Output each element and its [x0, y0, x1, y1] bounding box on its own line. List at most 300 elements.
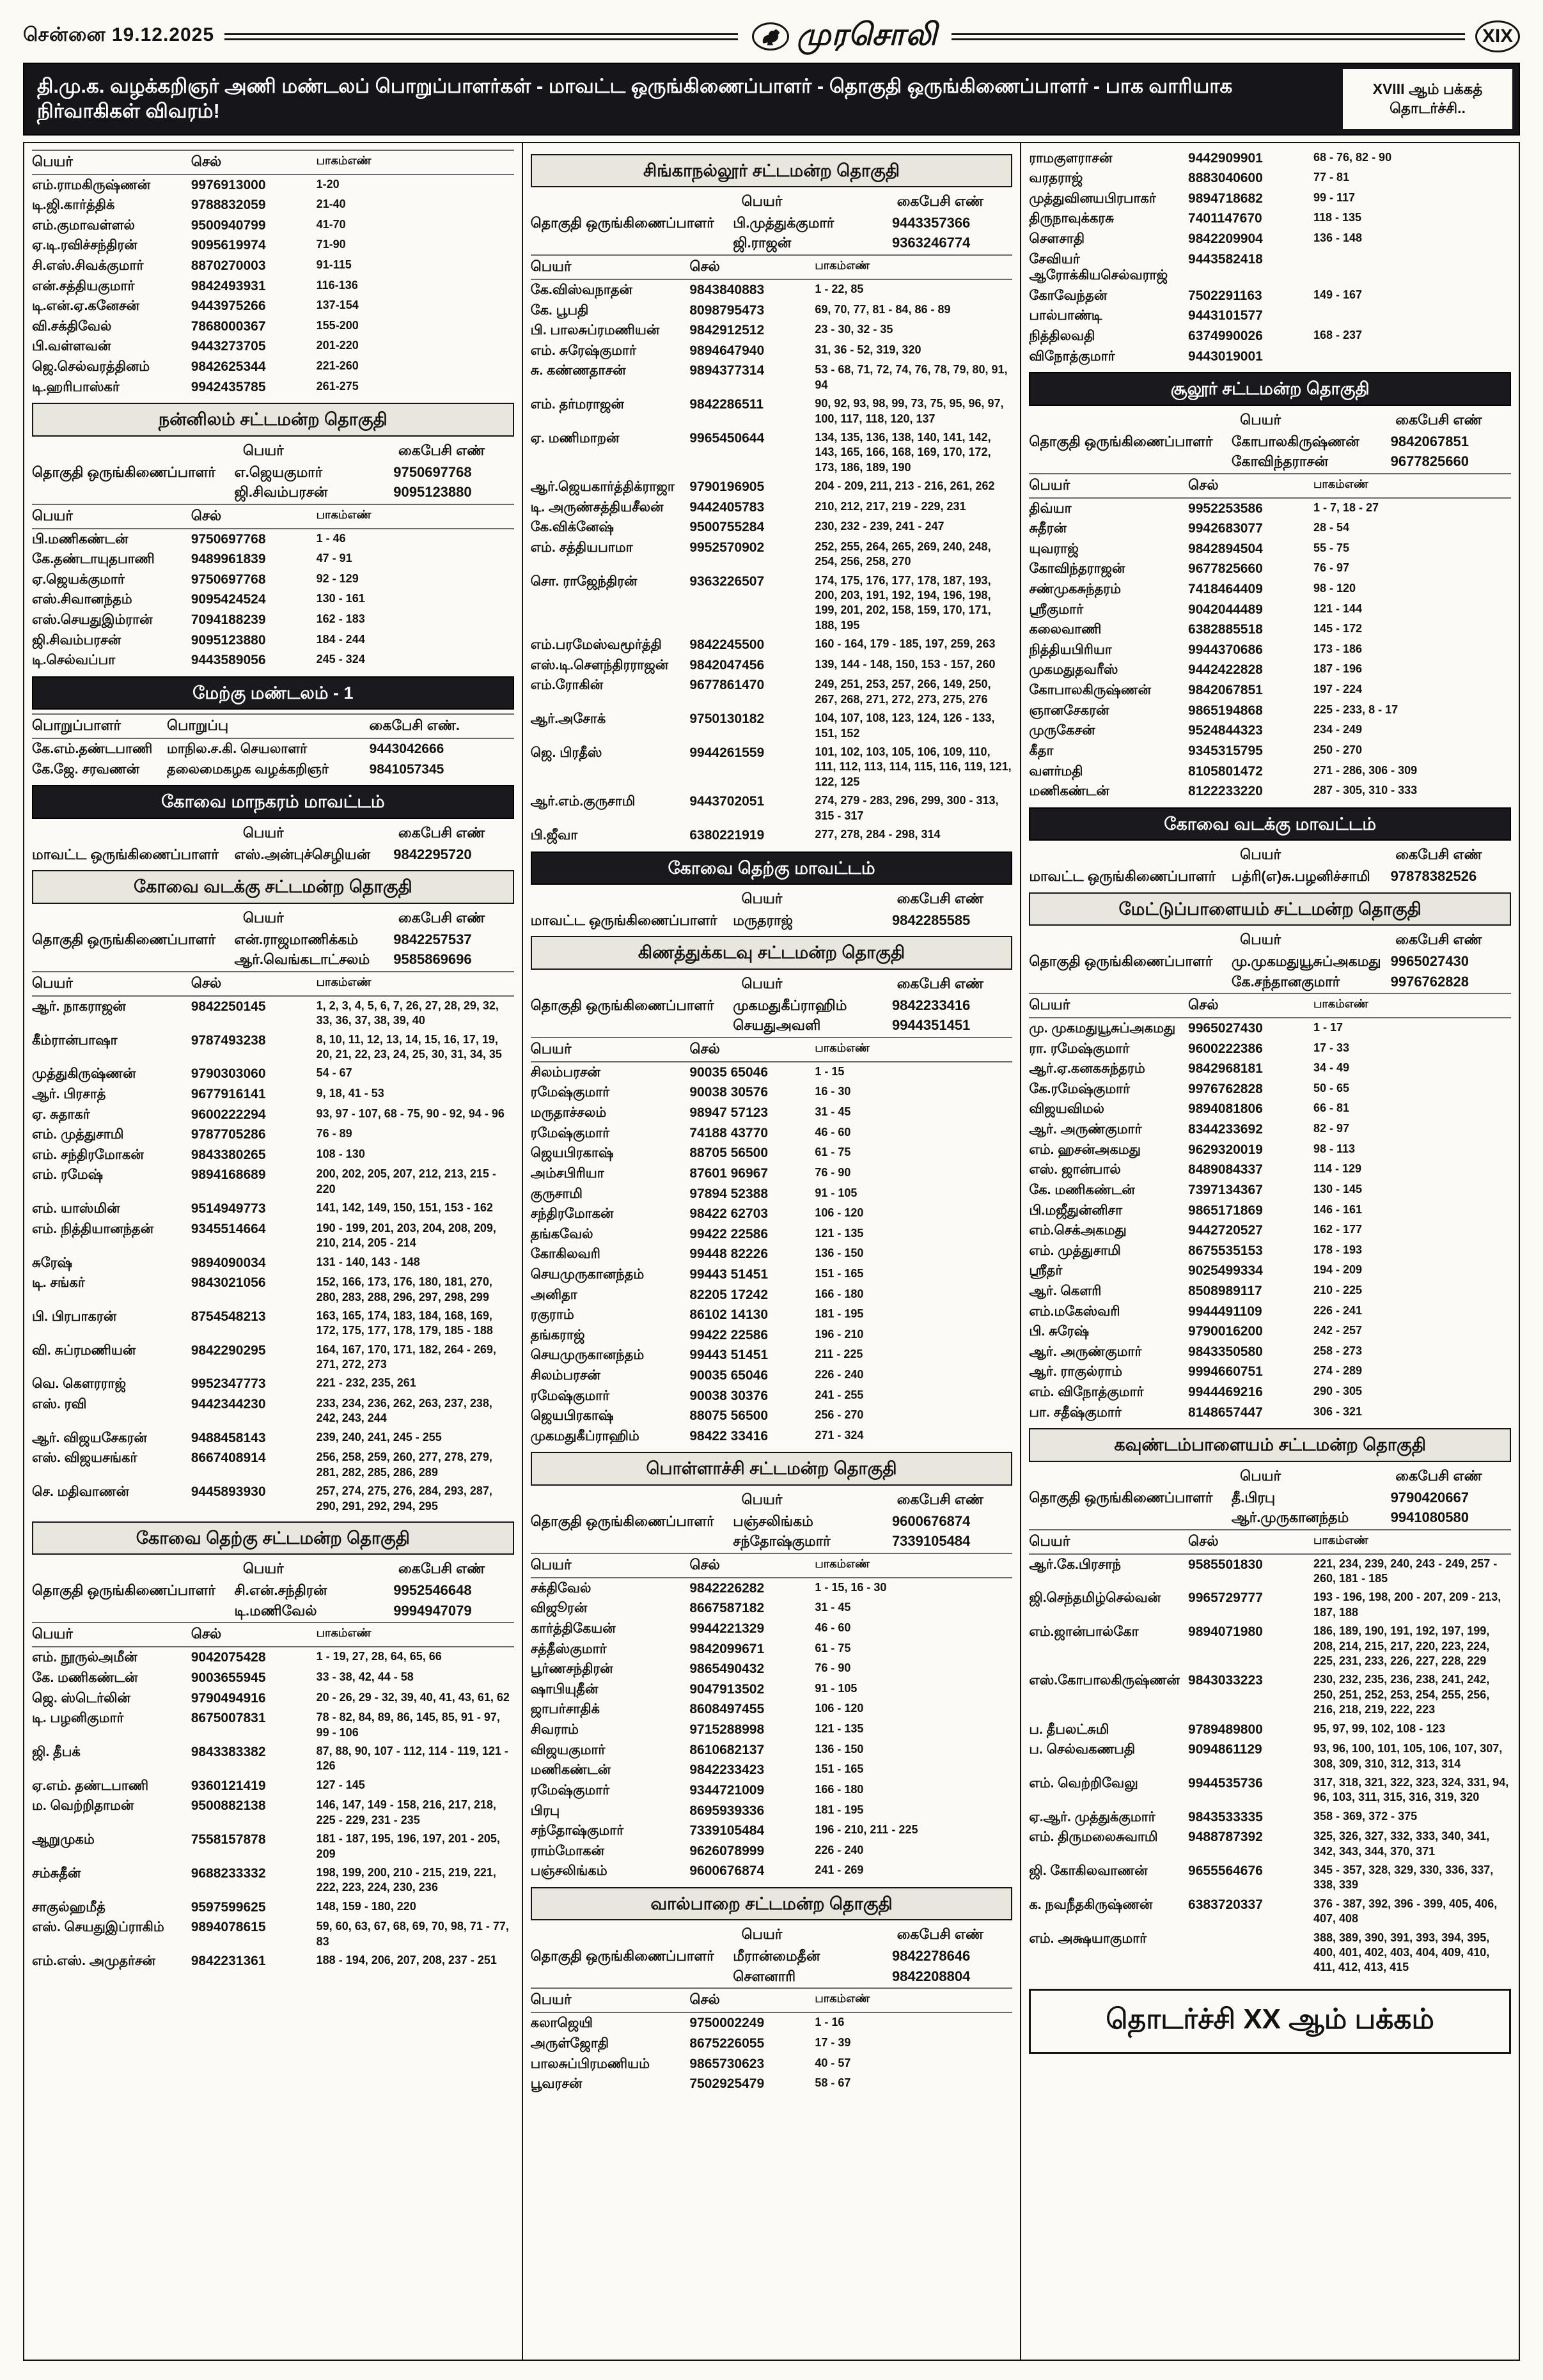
parts-cell: 221-260	[316, 359, 359, 372]
rooster-logo-icon	[752, 22, 789, 51]
table-row	[32, 1917, 514, 1951]
parts-cell: 230, 232 - 239, 241 - 247	[815, 520, 944, 533]
phone-cell: 98422 62703	[689, 1206, 769, 1222]
coordinator-name-header: பெயர்	[242, 824, 284, 841]
coordinator-row	[531, 1946, 1013, 1966]
phone-cell: 9843033223	[1188, 1673, 1263, 1688]
name-cell: ஜி. கோகிலவாணன்	[1029, 1863, 1148, 1879]
name-column-header: பெயர்	[530, 1040, 572, 1057]
phone-cell: 9944491109	[1188, 1303, 1262, 1319]
section-title: கோவை தெற்கு மாவட்டம்	[531, 852, 1013, 885]
table-row	[32, 759, 514, 780]
phone-cell: 90038 30576	[689, 1085, 769, 1100]
phone-cell: 9095424524	[191, 592, 266, 607]
parts-cell: 17 - 33	[1313, 1041, 1350, 1054]
name-cell: ஜெ.செல்வரத்தினம்	[32, 359, 150, 374]
table-row	[1029, 1018, 1511, 1039]
name-cell: கீதா	[1029, 743, 1054, 758]
phone-cell: 9790196905	[689, 479, 765, 495]
parts-cell: 61 - 75	[815, 1146, 851, 1159]
table-row	[1029, 1321, 1511, 1342]
phone-cell: 9500882138	[191, 1798, 266, 1814]
parts-cell: 317, 318, 321, 322, 323, 324, 331, 94, 96, 103, 311, 315, 316, 319, 320	[1313, 1775, 1509, 1804]
section-title: சிங்காநல்லூர் சட்டமன்ற தொகுதி	[531, 154, 1013, 187]
table-row	[1029, 1039, 1511, 1059]
name-cell: அருள்ஜோதி	[530, 2035, 609, 2051]
coordinator-name: என்.ராஜமாணிக்கம்	[234, 931, 359, 947]
role-cell: தலைமைகழக வழக்கறிஞர்	[167, 761, 329, 777]
phone-cell: 9677916141	[191, 1086, 266, 1101]
phone-cell: 9655564676	[1188, 1863, 1263, 1879]
parts-cell: 211 - 225	[815, 1348, 863, 1361]
cell-column-header: செல்	[689, 1991, 720, 2008]
phone-cell: 9944370686	[1188, 642, 1263, 657]
coordinator-label: தொகுதி ஒருங்கிணைப்பாளர்	[1029, 1489, 1213, 1505]
parts-cell: 40 - 57	[815, 2056, 851, 2069]
phone-cell: 9345315795	[1188, 743, 1263, 758]
table-row	[531, 1184, 1013, 1204]
coordinator-header-row	[32, 440, 514, 462]
table-row	[531, 428, 1013, 477]
parts-cell: 230, 232, 235, 236, 238, 241, 242, 250, 251, 252, 253, 254, 255, 256, 216, 218, 219, 222, 223	[1313, 1673, 1490, 1716]
parts-cell: 149 - 167	[1313, 288, 1363, 301]
phone-cell: 9894078615	[191, 1920, 266, 1935]
coordinator-phone: 97878382526	[1390, 868, 1477, 885]
banner-continuation-note: XVIII ஆம் பக்கத் தொடர்ச்சி..	[1343, 69, 1512, 129]
parts-cell: 151 - 165	[815, 1762, 864, 1776]
coordinator-row	[32, 1601, 514, 1621]
coordinator-name: கோபாலகிருஷ்ணன்	[1231, 433, 1359, 449]
coordinator-name: முகமதுகீப்ராஹிம்	[733, 997, 847, 1013]
name-cell: எம். அக்ஷயாகுமார்	[1029, 1931, 1147, 1946]
parts-cell: 53 - 68, 71, 72, 74, 76, 78, 79, 80, 91, 94	[815, 363, 1008, 391]
table-row	[531, 1821, 1013, 1841]
phone-cell: 6374990026	[1188, 328, 1263, 343]
phone-cell: 7868000367	[191, 318, 266, 334]
table-row	[531, 1801, 1013, 1821]
parts-cell: 226 - 240	[815, 1843, 864, 1856]
name-cell: சுரேஷ்	[32, 1255, 72, 1270]
name-cell: ராம்மோகன்	[530, 1843, 604, 1858]
name-column-header: பெயர்	[1029, 997, 1070, 1013]
phone-cell: 99443 51451	[689, 1348, 769, 1363]
coordinator-name-header: பெயர்	[741, 890, 783, 906]
table-row	[1029, 1241, 1511, 1261]
coordinator-row	[1029, 451, 1511, 472]
parts-cell: 1 - 46	[316, 531, 346, 545]
table-row	[531, 1619, 1013, 1639]
phone-cell: 9500755284	[689, 520, 765, 535]
name-cell: மணிகண்டன்	[1029, 784, 1109, 799]
parts-cell: 151 - 165	[815, 1266, 864, 1280]
phone-cell: 9600222386	[1188, 1041, 1263, 1056]
name-cell: பி.மஜீதுன்னிசா	[1029, 1202, 1123, 1218]
phone-cell: 9976913000	[191, 177, 266, 192]
name-cell: தங்கவேல்	[530, 1226, 593, 1241]
spacer	[531, 1491, 656, 1510]
parts-cell: 152, 166, 173, 176, 180, 181, 270, 280, 283, 288, 296, 297, 298, 299	[316, 1275, 492, 1303]
name-cell: ஜெயபிரகாஷ்	[530, 1146, 614, 1161]
coordinator-row	[32, 482, 514, 502]
parts-cell: 54 - 67	[316, 1066, 352, 1080]
parts-cell: 31 - 45	[815, 1105, 851, 1119]
phone-cell: 9965729777	[1188, 1591, 1263, 1606]
table-row	[531, 1204, 1013, 1224]
parts-cell: 31, 36 - 52, 319, 320	[815, 343, 921, 356]
name-cell: கோகிலவரி	[530, 1247, 600, 1262]
phone-cell: 9865194868	[1188, 703, 1263, 718]
table-row	[531, 538, 1013, 572]
name-cell: விஜயகுமார்	[530, 1742, 606, 1757]
table-row	[531, 1386, 1013, 1406]
news-column-2	[522, 143, 1021, 2360]
parts-cell: 325, 326, 327, 332, 333, 340, 341, 342, 343, 344, 370, 371	[1313, 1830, 1490, 1858]
coordinator-phone: 9677825660	[1390, 453, 1469, 470]
name-cell: கோபாலகிருஷ்ணன்	[1029, 683, 1151, 698]
coordinator-header-row	[1029, 929, 1511, 951]
parts-cell: 82 - 97	[1313, 1122, 1350, 1135]
table-row	[1029, 741, 1511, 761]
part-number-column-header: பாகம்எண்	[815, 1041, 870, 1054]
part-number-column-header: பாகம்எண்	[815, 258, 870, 272]
parts-cell: 174, 175, 176, 177, 178, 187, 193, 200, 203, 191, 192, 194, 196, 198, 199, 201, 202, 158, 159, 170, 171, 188, 195	[815, 573, 991, 632]
phone-cell: 9842245500	[689, 637, 765, 653]
table-row	[1029, 1059, 1511, 1079]
table-row	[32, 1341, 514, 1374]
phone-cell: 9443589056	[191, 653, 266, 668]
parts-cell: 118 - 135	[1313, 211, 1362, 224]
name-cell: எம்.ரோகின்	[530, 678, 604, 693]
parts-cell: 226 - 241	[1313, 1303, 1363, 1317]
parts-cell: 164, 167, 170, 171, 182, 264 - 269, 271, 272, 273	[316, 1342, 496, 1371]
parts-cell: 139, 144 - 148, 150, 153 - 157, 260	[815, 657, 996, 671]
name-cell: ஸ்ரீதர்	[1029, 1263, 1063, 1279]
table-row	[32, 377, 514, 398]
table-row	[531, 517, 1013, 538]
parts-cell: 91-115	[316, 258, 352, 271]
phone-cell: 9944261559	[689, 745, 765, 761]
section-title: நன்னிலம் சட்டமன்ற தொகுதி	[32, 403, 514, 436]
phone-cell: 9442909901	[1188, 150, 1263, 166]
phone-cell: 9442405783	[689, 499, 765, 515]
coordinator-name: எ.ஜெயகுமார்	[234, 463, 323, 480]
table-row	[531, 1598, 1013, 1619]
name-cell: திருநாவுக்கரசு	[1029, 211, 1114, 226]
phone-cell: 8667587182	[689, 1601, 765, 1616]
phone-cell: 9842250145	[191, 999, 266, 1014]
cell-column-header: செல்	[1188, 476, 1219, 493]
name-cell: ரகுராம்	[530, 1307, 574, 1323]
phone-cell: 9443975266	[191, 299, 266, 314]
name-cell: டி. சங்கர்	[32, 1275, 85, 1291]
parts-cell: 146, 147, 149 - 158, 216, 217, 218, 225 - 229, 231 - 235	[316, 1798, 496, 1826]
phone-cell: 9942683077	[1188, 521, 1263, 536]
coordinator-row	[1029, 951, 1511, 972]
phone-cell: 9965450644	[689, 430, 765, 446]
parts-cell: 34 - 49	[1313, 1061, 1350, 1075]
parts-cell: 190 - 199, 201, 203, 204, 208, 209, 210, 214, 205 - 214	[316, 1221, 496, 1250]
parts-cell: 16 - 30	[815, 1085, 851, 1098]
name-cell: சொ. ராஜேந்திரன்	[530, 573, 638, 589]
table-row	[531, 1659, 1013, 1679]
phone-cell: 9865171869	[1188, 1202, 1263, 1218]
coordinator-phone-header: கைபேசி எண்	[1395, 846, 1482, 863]
parts-cell: 1 - 15	[815, 1064, 845, 1078]
phone-cell: 9344721009	[689, 1782, 765, 1798]
name-cell: முத்துவினயபிரபாகர்	[1029, 191, 1156, 206]
coordinator-row	[32, 949, 514, 970]
table-row	[531, 320, 1013, 341]
parts-cell: 99 - 117	[1313, 191, 1356, 204]
parts-cell: 256 - 270	[815, 1408, 864, 1422]
parts-cell: 47 - 91	[316, 552, 352, 565]
parts-cell: 76 - 90	[815, 1165, 851, 1179]
coordinator-row	[32, 844, 514, 865]
cell-column-header: செல்	[689, 1040, 720, 1057]
parts-cell: 210, 212, 217, 219 - 229, 231	[815, 499, 966, 513]
parts-cell: 41-70	[316, 217, 346, 231]
phone-cell: 9003655945	[191, 1670, 266, 1686]
table-row	[32, 1084, 514, 1105]
phone-cell: 7558157878	[191, 1832, 266, 1847]
coordinator-header-row	[531, 1489, 1013, 1511]
header-rule-right	[952, 33, 1465, 40]
name-cell: கோவேந்தன்	[1029, 288, 1108, 303]
parts-cell: 77 - 81	[1313, 171, 1350, 184]
coordinator-header-row	[531, 974, 1013, 995]
parts-cell: 46 - 60	[815, 1125, 851, 1139]
phone-cell: 9094861129	[1188, 1742, 1262, 1757]
cell-column-header: செல்	[1188, 997, 1219, 1013]
parts-cell: 8, 10, 11, 12, 13, 14, 15, 16, 17, 19, 20, 21, 22, 23, 24, 25, 30, 31, 34, 35	[316, 1032, 502, 1061]
phone-cell: 9842209904	[1188, 231, 1263, 246]
phone-cell: 9787493238	[191, 1032, 266, 1048]
parts-cell: 78 - 82, 84, 89, 86, 145, 85, 91 - 97, 99 - 106	[316, 1711, 500, 1739]
phone-cell: 9715288998	[689, 1722, 765, 1738]
table-row	[1029, 701, 1511, 721]
table-row	[531, 675, 1013, 709]
news-column-3	[1020, 143, 1519, 2360]
table-row	[531, 1365, 1013, 1386]
coordinator-row	[531, 910, 1013, 931]
parts-cell: 76 - 89	[316, 1127, 352, 1140]
parts-cell: 1, 2, 3, 4, 5, 6, 7, 26, 27, 28, 29, 32, 33, 36, 37, 38, 39, 40	[316, 999, 499, 1027]
parts-cell: 46 - 60	[815, 1621, 851, 1635]
table-row	[531, 791, 1013, 825]
parts-cell: 163, 165, 174, 183, 184, 168, 169, 172, 175, 177, 178, 179, 185 - 188	[316, 1309, 493, 1337]
coordinator-row	[531, 233, 1013, 253]
table-row	[1029, 1099, 1511, 1119]
name-cell: சந்தோஷ்குமார்	[530, 1823, 624, 1839]
phone-cell: 9842493931	[191, 278, 266, 293]
name-cell: ஆர். நாகராஜன்	[32, 999, 126, 1014]
table-row	[32, 529, 514, 550]
parts-cell: 17 - 39	[815, 2035, 851, 2049]
spacer	[32, 442, 157, 461]
table-row	[531, 477, 1013, 497]
phone-cell: 8608497455	[689, 1702, 765, 1717]
name-cell: டி. பழனிகுமார்	[32, 1711, 124, 1726]
table-header-row	[531, 1987, 1013, 2013]
phone-cell: 9443019001	[1188, 348, 1263, 364]
parts-cell: 181 - 195	[815, 1307, 864, 1321]
coordinator-name: பஞ்சலிங்கம்	[733, 1513, 813, 1529]
name-cell: பா. சதீஷ்குமார்	[1029, 1404, 1122, 1420]
phone-cell: 9626078999	[689, 1843, 765, 1858]
table-row	[531, 1062, 1013, 1083]
table-row	[1029, 326, 1511, 346]
parts-cell: 261-275	[316, 379, 359, 393]
phone-cell: 99448 82226	[689, 1247, 769, 1262]
phone-cell: 9443702051	[689, 794, 765, 809]
parts-cell: 226 - 240	[815, 1368, 864, 1381]
name-cell: எம்.ஜான்பால்கோ	[1029, 1624, 1139, 1640]
parts-cell: 1 - 22, 85	[815, 282, 864, 295]
name-cell: ஜி.செந்தமிழ்செல்வன்	[1029, 1591, 1161, 1606]
table-row	[32, 1307, 514, 1341]
name-cell: டி.ஹரிபாஸ்கர்	[32, 379, 120, 394]
table-row	[1029, 619, 1511, 640]
coordinator-name-header: பெயர்	[741, 192, 783, 209]
phone-cell: 9842099671	[689, 1641, 765, 1656]
coordinator-label: மாவட்ட ஒருங்கிணைப்பாளர்	[530, 912, 717, 928]
phone-cell: 9790494916	[191, 1690, 266, 1706]
name-cell: எம். தர்மராஜன்	[530, 397, 624, 412]
table-row	[32, 1863, 514, 1897]
parts-cell: 257, 274, 275, 276, 284, 293, 287, 290, 291, 292, 294, 295	[316, 1484, 492, 1513]
parts-cell: 358 - 369, 372 - 375	[1313, 1809, 1418, 1823]
parts-cell: 239, 240, 241, 245 - 255	[316, 1430, 442, 1443]
name-cell: சந்திரமோகன்	[530, 1206, 614, 1222]
section-title: மேட்டுப்பாளையம் சட்டமன்ற தொகுதி	[1029, 892, 1511, 926]
coordinator-row	[531, 1966, 1013, 1987]
phone-cell: 9345514664	[191, 1221, 266, 1236]
name-cell: டி.செல்வப்பா	[32, 653, 116, 668]
coordinator-name: சி.என்.சந்திரன்	[234, 1582, 327, 1599]
parts-cell: 114 - 129	[1313, 1162, 1362, 1176]
coordinator-header-row	[32, 1559, 514, 1580]
coordinator-phone-header: கைபேசி எண்	[398, 1560, 485, 1577]
table-row	[1029, 559, 1511, 579]
name-cell: யுவராஜ்	[1029, 541, 1079, 556]
name-cell: ஏ.ஆர். முத்துக்குமார்	[1029, 1809, 1155, 1824]
table-row	[1029, 249, 1511, 286]
table-row	[32, 1647, 514, 1668]
table-row	[32, 256, 514, 276]
name-cell: முகமதுகீப்ராஹிம்	[530, 1428, 639, 1443]
table-header-row	[531, 1037, 1013, 1062]
cell-column-header: செல்	[689, 258, 720, 274]
phone-cell: 9524844323	[1188, 723, 1263, 738]
phone-cell: 9894071980	[1188, 1624, 1263, 1640]
parts-cell: 121 - 135	[815, 1722, 864, 1736]
parts-cell: 141, 142, 149, 150, 151, 153 - 162	[316, 1201, 493, 1215]
coordinator-label: தொகுதி ஒருங்கிணைப்பாளர்	[1029, 433, 1213, 449]
name-cell: மணிகண்டன்	[530, 1762, 611, 1778]
table-row	[1029, 539, 1511, 559]
name-cell: செயமுருகானந்தம்	[530, 1348, 645, 1363]
parts-cell: 58 - 67	[815, 2076, 851, 2090]
coordinator-phone: 7339105484	[891, 1533, 971, 1550]
phone-cell: 9095123880	[191, 632, 266, 648]
phone-cell: 99422 22586	[689, 1226, 769, 1241]
parts-cell: 181 - 187, 195, 196, 197, 201 - 205, 209	[316, 1832, 500, 1860]
name-cell: ஏ.ஜெயக்குமார்	[32, 572, 125, 587]
phone-cell: 9842894504	[1188, 541, 1263, 556]
name-cell: ஏ.டி.ரவிச்சந்திரன்	[32, 238, 137, 253]
city-date: சென்னை 19.12.2025	[23, 24, 215, 45]
parts-cell: 274, 279 - 283, 296, 299, 300 - 313, 315 - 317	[815, 794, 999, 822]
name-cell: ஜெ. ஸ்டெர்லின்	[32, 1690, 130, 1706]
name-cell: கே.எம்.தண்டபாணி	[32, 742, 153, 757]
page-number-badge: XIX	[1475, 20, 1520, 52]
table-row	[32, 316, 514, 337]
phone-cell: 9443042666	[369, 742, 444, 757]
phone-cell: 9629320019	[1188, 1142, 1263, 1157]
phone-cell: 99422 22586	[689, 1327, 769, 1342]
table-row	[32, 1776, 514, 1796]
phone-cell: 9042075428	[191, 1650, 266, 1665]
parts-cell: 50 - 65	[1313, 1081, 1350, 1094]
parts-cell: 234 - 249	[1313, 723, 1363, 736]
parts-cell: 1 - 17	[1313, 1021, 1343, 1034]
phone-cell: 9600222294	[191, 1107, 266, 1122]
table-row	[32, 650, 514, 671]
table-row	[1029, 499, 1511, 519]
coordinator-phone: 9842278646	[891, 1948, 971, 1964]
table-row	[1029, 720, 1511, 741]
part-number-column-header: பாகம்எண்	[1313, 477, 1368, 490]
table-row	[531, 1578, 1013, 1599]
table-row	[1029, 1739, 1511, 1773]
parts-cell: 188 - 194, 206, 207, 208, 237 - 251	[316, 1954, 497, 1967]
content-columns	[23, 142, 1520, 2361]
name-cell: ஆர். ராகுல்ராம்	[1029, 1364, 1123, 1380]
table-row	[1029, 660, 1511, 680]
name-cell: எம்.மகேஸ்வரி	[1029, 1303, 1120, 1319]
table-row	[1029, 1555, 1511, 1589]
coordinator-label: தொகுதி ஒருங்கிணைப்பாளர்	[530, 1513, 714, 1529]
name-cell: கே.ரமேஷ்குமார்	[1029, 1081, 1131, 1096]
phone-cell: 9363226507	[689, 573, 765, 589]
table-row	[32, 1796, 514, 1830]
coordinator-name-header: பெயர்	[741, 1491, 783, 1507]
name-cell: எம்.ராமகிருஷ்ணன்	[32, 177, 151, 192]
parts-cell: 376 - 387, 392, 396 - 399, 405, 406, 407, 408	[1313, 1897, 1498, 1925]
part-number-column-header: பாகம்எண்	[316, 1626, 372, 1640]
name-cell: எம். யாஸ்மின்	[32, 1201, 120, 1217]
phone-cell: 9965027430	[1188, 1021, 1263, 1036]
table-row	[531, 2074, 1013, 2094]
name-cell: ஆர்.ஜெயகார்த்திக்ராஜா	[530, 479, 675, 495]
name-cell: செயமுருகானந்தம்	[530, 1266, 645, 1282]
parts-cell: 108 - 130	[316, 1147, 365, 1160]
table-row	[531, 1264, 1013, 1285]
coordinator-row	[32, 462, 514, 483]
table-row	[531, 1720, 1013, 1740]
phone-cell: 97894 52388	[689, 1186, 769, 1201]
name-cell: ரமேஷ்குமார்	[530, 1388, 610, 1403]
parts-cell: 136 - 150	[815, 1742, 864, 1755]
table-row	[32, 739, 514, 759]
phone-cell: 9360121419	[191, 1778, 266, 1793]
table-row	[1029, 229, 1511, 249]
name-cell: சிலம்பரசன்	[530, 1368, 600, 1383]
name-cell: ஜெ. பிரதீஸ்	[530, 745, 602, 761]
name-cell: ஆர். கௌரி	[1029, 1283, 1102, 1298]
name-cell: வரதராஜ்	[1029, 171, 1083, 186]
name-cell: எஸ். ஜான்பால்	[1029, 1162, 1121, 1178]
